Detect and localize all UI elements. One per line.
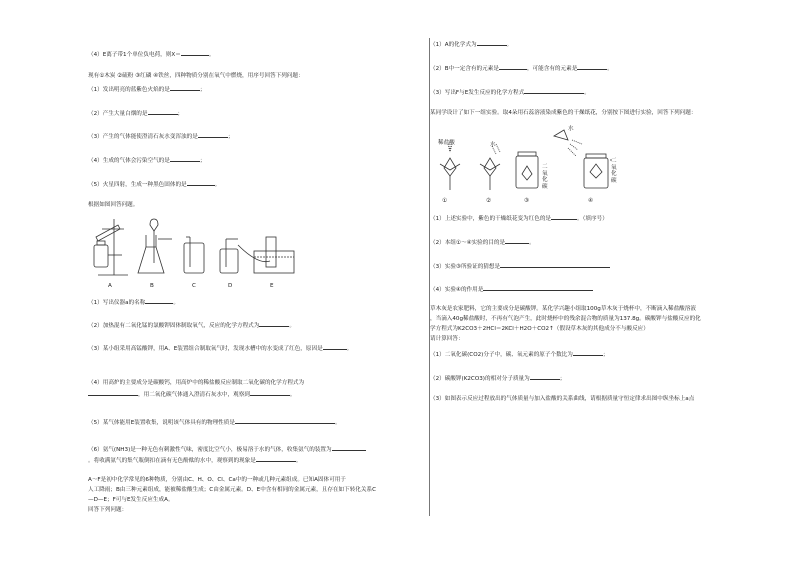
question-line: （3）如图表示反应过程放出的气体质量与加入盐酸的关系曲线，请根据质量守恒定律求出图中纵坐标上a点 xyxy=(430,396,695,402)
question-line: （3）某小组采用高锰酸钾，用A、E装置组合制取氧气时，发现水槽中的水变成了红色，原因是 。 xyxy=(88,346,353,352)
question-intro: 现有①木炭 ②硫粉 ③红磷 ④铁丝，四种物质分别在氧气中燃烧，用序号回答下列问题： xyxy=(88,73,304,79)
question-line: （2）产生大量白烟的是 ； xyxy=(88,111,184,117)
question-line: （1）上述实验中，紫色的干燥纸花变为红色的是 。（填序号） xyxy=(430,216,608,222)
experiment-number: ② xyxy=(486,198,492,204)
question-line: 。将收满氨气的集气瓶倒扣在滴有无色酚酞的水中，观察到的现象是 。 xyxy=(88,458,302,464)
question-line: （4）实验④的作用是 xyxy=(430,285,593,294)
flower-1 xyxy=(440,142,460,190)
experiment-intro: 某同学设计了如下一组实验。取4朵用石蕊溶液染成紫色的干燥纸花，分别按下图进行实验，回答下列问题： xyxy=(430,110,697,116)
experiment-number: ④ xyxy=(588,198,594,204)
apparatus-figure xyxy=(88,215,298,283)
label-acid: 稀盐酸 xyxy=(438,140,455,146)
question-line: （1）A的化学式为 。 xyxy=(430,42,513,48)
question-line: （4）用高炉的主要成分是碳酸钙，用高炉中的稀盐酸反应制取二氧化碳的化学方程式为 xyxy=(88,380,305,386)
paragraph-line: ，当滴入40g稀盐酸时，不再有气泡产生，此时烧杯中的残余混合物的质量为137.8g。碳酸钾与盐酸反应的化 xyxy=(430,316,701,322)
question-line: （2）B中一定含有的元素是 ，可能含有的元素是 。 xyxy=(430,66,613,72)
apparatus-label: E xyxy=(270,283,274,289)
question-line: （1）发出明亮的蓝紫色火焰的是 ； xyxy=(88,87,206,93)
question-line: （1）写出仪器a的名称 。 xyxy=(88,300,179,306)
jar-4 xyxy=(554,130,612,188)
apparatus-c xyxy=(184,237,204,273)
apparatus-label: A xyxy=(108,283,112,289)
paragraph-line: —D—E；F可与E发生反应生成A。 xyxy=(88,497,174,503)
label-water: 水 xyxy=(490,142,496,148)
question-line: （4）E离子带1个单位负电荷，则X＝ 。 xyxy=(88,52,215,58)
label-water: 水 xyxy=(568,126,574,132)
question-line: （3）实验③所验证的猜想是 xyxy=(430,262,610,271)
flower-2 xyxy=(480,144,500,190)
apparatus-a xyxy=(94,219,128,275)
paragraph-line: 草木灰是农家肥料，它的主要成分是碳酸钾。某化学兴趣小组取100g草木灰于烧杯中，不断滴入稀盐酸溶液 xyxy=(430,306,696,312)
apparatus-d xyxy=(220,239,238,273)
apparatus-label: C xyxy=(192,283,196,289)
question-line: ，用二氧化碳气体通入澄清石灰水中，观察到 。 xyxy=(88,390,296,399)
paragraph-line: 请计算回答： xyxy=(430,336,464,342)
question-line: （2）碳酸钾(K2CO3)的相对分子质量为 ； xyxy=(430,376,566,382)
question-line: （5）某气体能用E装置收集，说明该气体具有的物理性质是 。 xyxy=(88,420,341,426)
figure-intro: 根据如图回答问题。 xyxy=(88,202,139,208)
experiment-figure xyxy=(430,124,630,202)
apparatus-label: B xyxy=(150,283,154,289)
question-line: （1）二氧化碳(CO2)分子中，碳、氧元素的原子个数比为 ； xyxy=(430,352,609,358)
paragraph-line: 回答下列问题： xyxy=(88,507,128,513)
question-line: （6）氨气(NH3)是一种无色有刺激性气味，密度比空气小，极易溶于水的气体，收集氨气的装置为 xyxy=(88,445,366,454)
question-line: （5）火星四射，生成一种黑色固体的是 。 xyxy=(88,182,221,188)
paragraph-line: 人工降雨；B由三种元素组成，能被稀盐酸生成；C由金属元素。D、E中含有相同的金属元素，且存在如下转化关系C xyxy=(88,487,376,493)
apparatus-label: D xyxy=(228,283,233,289)
paragraph-line: 学方程式为K2CO3＋2HCl＝2KCl＋H2O＋CO2↑（假设草木灰的其他成分不与酸反应） xyxy=(430,326,649,332)
jar-3 xyxy=(516,152,538,188)
question-line: （3）产生的气体能使澄清石灰水变浑浊的是 ； xyxy=(88,134,234,140)
apparatus-b xyxy=(138,219,172,273)
question-line: （4）生成的气体会污染空气的是 ； xyxy=(88,158,206,164)
experiment-number: ③ xyxy=(524,198,530,204)
apparatus-e xyxy=(238,237,294,273)
question-line: （3）写出F与E发生反应的化学方程式 。 xyxy=(430,90,590,96)
question-line: （2）本组①～④实验的目的是 。 xyxy=(430,240,535,246)
label-co2: 二氧化碳 xyxy=(542,164,548,190)
label-co2: 二氧化碳 xyxy=(611,158,617,184)
experiment-number: ① xyxy=(442,198,448,204)
question-line: （2）加热混有二氧化锰的氯酸钾固体制取氧气，反应的化学方程式为 。 xyxy=(88,323,295,329)
paragraph-line: A～F是初中化学常见的6种物质，分别由C、H、O、Cl、Ca中的一种或几种元素组成。已知A固体可用于 xyxy=(88,477,346,483)
